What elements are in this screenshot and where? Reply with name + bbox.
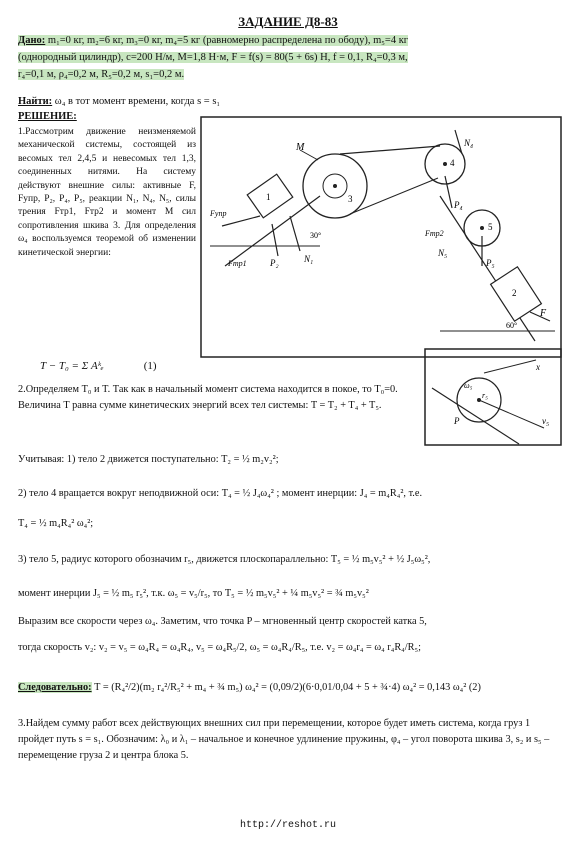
wheel-4-axle bbox=[443, 162, 447, 166]
arrow-p4 bbox=[445, 176, 452, 208]
label-fupr: Fупр bbox=[210, 209, 227, 218]
inset-incline bbox=[432, 388, 519, 444]
paragraph-2: 2.Определяем T₀ и T. Так как в начальный момент система находится в покое, то T₀=0. Величина T равна сумме кинетических энергий всех тел системы: T = T₂ + T₄ + T₅. bbox=[18, 384, 398, 411]
mechanism-figure bbox=[200, 116, 562, 358]
line-body5-a: 3) тело 5, радиус которого обозначим r₅, движется плоскопараллельно: T₅ = ½ m₅v₅² + ½ J₅ω₅², bbox=[18, 554, 431, 565]
inset-x-axis bbox=[484, 360, 536, 373]
inset-figure bbox=[424, 348, 562, 446]
consequent-text: T = (R₄²/2)(m₂ r₄²/R₅² + m₄ + ¾ m₅) ω₄² = (0,09/2)(6·0,01/0,04 + 5 + ¾·4) ω₄² = 0,143 ω₄² (2) bbox=[91, 682, 481, 693]
label-body-4: 4 bbox=[450, 158, 455, 168]
line-body5-b: момент инерции J₅ = ½ m₅ r₅², т.к. ω₅ = v₅/r₅, то T₅ = ½ m₅v₅² + ¼ m₅v₅² = ¾ m₅v₅² bbox=[18, 588, 369, 599]
paragraph-3: 3.Найдем сумму работ всех действующих внешних сил при перемещении, которое будет иметь система, когда груз 1 пройдет путь s = s₁. Обозначим: λ₀ и λ₁ – начальное и конечное удлинение пружины, φ₄ – угол поворота шкива 3, s₂ и s₅ – перемещение груза 2 и центра блока 5. bbox=[18, 718, 550, 761]
consequent-label: Следовательно: bbox=[18, 682, 92, 693]
line-consequent bbox=[18, 680, 563, 696]
given-block bbox=[18, 32, 563, 83]
rope-top bbox=[340, 146, 440, 154]
inset-label-x: x bbox=[536, 362, 540, 372]
given-line-3: r₄=0,1 м, ρ₄=0,2 м, R₅=0,2 м, s₁=0,2 м. bbox=[18, 69, 185, 80]
rope-bottom bbox=[350, 178, 438, 214]
page-title: ЗАДАНИЕ Д8-83 bbox=[238, 14, 338, 29]
line-express: Выразим все скорости через ω₄. Заметим, что точка P – мгновенный центр скоростей катка 5, bbox=[18, 616, 427, 627]
inset-label-r: r₅ bbox=[482, 391, 488, 400]
equation-1-number: (1) bbox=[143, 360, 157, 372]
given-line-2: (однородный цилиндр), c=200 Н/м, M=1,8 Н·м, F = f(s) = 80(5 + 6s) Н, f = 0,1, R₄=0,3 м, bbox=[18, 52, 408, 63]
inset-label-w: ω₅ bbox=[464, 381, 473, 390]
label-force-f: F bbox=[540, 308, 547, 319]
arrow-f-upr bbox=[222, 216, 260, 226]
wheel-5-axle bbox=[480, 226, 484, 230]
label-n1: N₁ bbox=[304, 254, 314, 264]
line-body4-a: 2) тело 4 вращается вокруг неподвижной оси: T₄ = ½ J₄ω₄² ; момент инерции: J₄ = m₄R₄², т.е. bbox=[18, 488, 423, 499]
label-p4: P₄ bbox=[454, 200, 463, 210]
label-n4: N₄ bbox=[464, 138, 474, 148]
find-line bbox=[18, 96, 220, 107]
label-body-3: 3 bbox=[348, 194, 353, 204]
label-body-2: 2 bbox=[512, 288, 517, 298]
inset-velocity-arrow bbox=[479, 400, 544, 428]
label-ftr1: Fтр1 bbox=[228, 259, 247, 268]
line-then: тогда скорость v₂: v₂ = v₅ = ω₄R₄ = ω₄R₄, v₅ = ω₄R₅/2, ω₅ = ω₄R₄/R₅, т.е. v₂ = ω₄r₄ = ω₄ r₄R₄/R₅; bbox=[18, 642, 421, 653]
given-line1-text: m₁=0 кг, m₂=6 кг, m₃=0 кг, m₄=5 кг (равномерно распределена по ободу), m₅=4 кг bbox=[45, 35, 409, 46]
footer-url: http://reshot.ru bbox=[239, 820, 336, 831]
label-moment: M bbox=[296, 142, 305, 153]
label-body-1: 1 bbox=[266, 192, 271, 202]
equation-1-text: T − T₀ = Σ Aᵏₑ bbox=[40, 360, 104, 372]
label-angle-30: 30° bbox=[310, 231, 322, 240]
paragraph-1: 1.Рассмотрим движение неизменяемой механической системы, состоящей из весомых тел 2,4,5 и невесомых тел 1,3, соединенных нитями. На систему действуют внешние силы: активные F, Fупр, P₂, P₄, P₅, реакции N₁, N₄, N₅, силы трения Fтр1, Fтр2 и момент M сил сопротивления шкива 3. Для определения ω₄ воспользуемся теоремой об изменении кинетической энергии: bbox=[18, 127, 196, 258]
label-ftr2: Fтр2 bbox=[425, 229, 444, 238]
solution-label: РЕШЕНИЕ: bbox=[18, 111, 77, 122]
label-p5: P₅ bbox=[486, 258, 495, 268]
arrow-n4 bbox=[455, 130, 462, 154]
inset-label-v: v₅ bbox=[542, 416, 550, 426]
line-given: Учитывая: 1) тело 2 движется поступательно: T₂ = ½ m₂v₂²; bbox=[18, 454, 279, 465]
label-body-5: 5 bbox=[488, 222, 493, 232]
given-label: Дано: bbox=[18, 35, 46, 46]
given-line-1 bbox=[18, 35, 408, 46]
label-n5: N₅ bbox=[438, 248, 448, 258]
right-incline bbox=[440, 196, 535, 341]
label-angle-60: 60° bbox=[506, 321, 518, 330]
inset-label-p: P bbox=[454, 416, 460, 426]
equation-1 bbox=[40, 360, 157, 372]
find-text: ω₄ в тот момент времени, когда s = s₁ bbox=[52, 96, 221, 107]
line-body4-b: T₄ = ½ m₄R₄² ω₄²; bbox=[18, 518, 94, 529]
label-p2: P₂ bbox=[270, 258, 279, 268]
pulley-3-axle bbox=[333, 184, 337, 188]
find-label: Найти: bbox=[18, 96, 53, 107]
